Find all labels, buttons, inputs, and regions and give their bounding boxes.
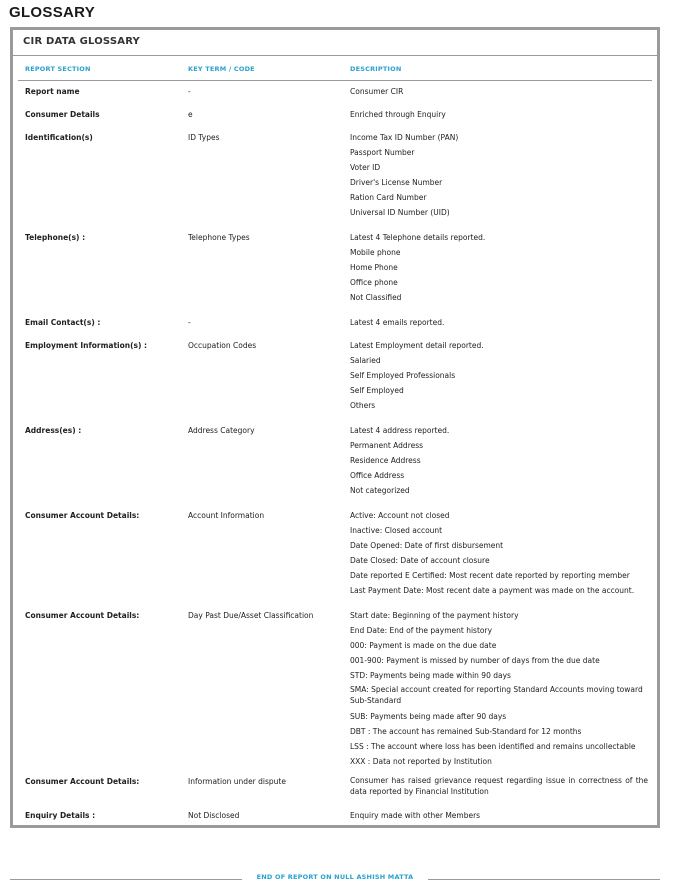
report-section-cell: Telephone(s) :	[25, 233, 86, 242]
description-line: Latest 4 Telephone details reported.	[350, 233, 486, 242]
description-line: Date Opened: Date of first disbursement	[350, 541, 504, 550]
description-line: Not Classified	[350, 293, 402, 302]
key-term-cell: e	[188, 110, 193, 119]
description-cell	[350, 230, 648, 305]
key-term-cell: -	[188, 87, 191, 96]
report-section-cell: Consumer Account Details:	[25, 511, 140, 520]
description-line: 000: Payment is made on the due date	[350, 641, 497, 650]
description-line: Income Tax ID Number (PAN)	[350, 133, 459, 142]
description-line: LSS : The account where loss has been identified and remains uncollectable	[350, 742, 636, 751]
description-line: Date Closed: Date of account closure	[350, 556, 490, 565]
description-line: Consumer has raised grievance request regarding issue in correctness of the data reported by Financial Institution	[350, 776, 648, 796]
description-cell	[350, 130, 648, 220]
description-line: Passport Number	[350, 148, 415, 157]
description-line: Enquiry made with other Members	[350, 811, 481, 820]
description-line: Self Employed Professionals	[350, 371, 456, 380]
description-line: Date reported E Certified: Most recent date reported by reporting member	[350, 571, 630, 580]
description-line: Ration Card Number	[350, 193, 427, 202]
page-title: GLOSSARY	[9, 4, 96, 21]
report-section-cell: Identification(s)	[25, 133, 93, 142]
key-term-cell: ID Types	[188, 133, 220, 142]
description-line: STD: Payments being made within 90 days	[350, 671, 511, 680]
key-term-cell: Information under dispute	[188, 777, 286, 786]
column-header-row	[18, 56, 652, 81]
description-line: Residence Address	[350, 456, 421, 465]
description-line: Driver's License Number	[350, 178, 443, 187]
description-line: Mobile phone	[350, 248, 401, 257]
description-line: Not categorized	[350, 486, 410, 495]
description-line: Enriched through Enquiry	[350, 110, 446, 119]
column-header-section: REPORT SECTION	[25, 65, 91, 73]
description-line: Last Payment Date: Most recent date a payment was made on the account.	[350, 586, 635, 595]
description-line: 001-900: Payment is missed by number of days from the due date	[350, 656, 600, 665]
description-line: Home Phone	[350, 263, 398, 272]
column-header-description: DESCRIPTION	[350, 65, 402, 73]
footer-text: END OF REPORT ON NULL ASHISH MATTA	[256, 873, 414, 881]
footer	[10, 873, 660, 885]
description-line: XXX : Data not reported by Institution	[350, 757, 492, 766]
panel-title: CIR DATA GLOSSARY	[13, 30, 657, 56]
key-term-cell: Account Information	[188, 511, 265, 520]
description-cell	[350, 508, 648, 598]
report-section-cell: Address(es) :	[25, 426, 82, 435]
description-line: DBT : The account has remained Sub-Standard for 12 months	[350, 727, 582, 736]
key-term-cell: Not Disclosed	[188, 811, 240, 820]
description-cell	[350, 808, 648, 823]
description-cell	[350, 608, 648, 769]
description-cell	[350, 338, 648, 413]
description-line: Universal ID Number (UID)	[350, 208, 450, 217]
description-cell	[350, 774, 648, 800]
description-line: Office Address	[350, 471, 405, 480]
description-cell	[350, 315, 648, 330]
description-line: SMA: Special account created for reporting Standard Accounts moving toward Sub-Standard	[350, 685, 643, 705]
description-line: Start date: Beginning of the payment history	[350, 611, 519, 620]
description-line: SUB: Payments being made after 90 days	[350, 712, 507, 721]
key-term-cell: Address Category	[188, 426, 255, 435]
report-section-cell: Enquiry Details :	[25, 811, 96, 820]
description-cell	[350, 107, 648, 122]
column-header-key: KEY TERM / CODE	[188, 65, 255, 73]
report-section-cell: Report name	[25, 87, 80, 96]
description-line: Consumer CIR	[350, 87, 404, 96]
description-line: Voter ID	[350, 163, 381, 172]
key-term-cell: Day Past Due/Asset Classification	[188, 611, 314, 620]
description-cell	[350, 423, 648, 498]
glossary-panel	[10, 27, 660, 828]
description-line: Latest Employment detail reported.	[350, 341, 484, 350]
description-line: Latest 4 emails reported.	[350, 318, 445, 327]
description-line: Latest 4 address reported.	[350, 426, 450, 435]
report-section-cell: Email Contact(s) :	[25, 318, 101, 327]
description-line: Permanent Address	[350, 441, 424, 450]
key-term-cell: Occupation Codes	[188, 341, 257, 350]
report-section-cell: Employment Information(s) :	[25, 341, 148, 350]
description-line: Office phone	[350, 278, 398, 287]
key-term-cell: -	[188, 318, 191, 327]
description-line: Self Employed	[350, 386, 404, 395]
report-section-cell: Consumer Details	[25, 110, 100, 119]
description-line: Others	[350, 401, 376, 410]
report-section-cell: Consumer Account Details:	[25, 611, 140, 620]
description-cell	[350, 84, 648, 99]
description-line: Inactive: Closed account	[350, 526, 443, 535]
description-line: Active: Account not closed	[350, 511, 450, 520]
description-line: Salaried	[350, 356, 381, 365]
report-section-cell: Consumer Account Details:	[25, 777, 140, 786]
key-term-cell: Telephone Types	[188, 233, 250, 242]
description-line: End Date: End of the payment history	[350, 626, 493, 635]
